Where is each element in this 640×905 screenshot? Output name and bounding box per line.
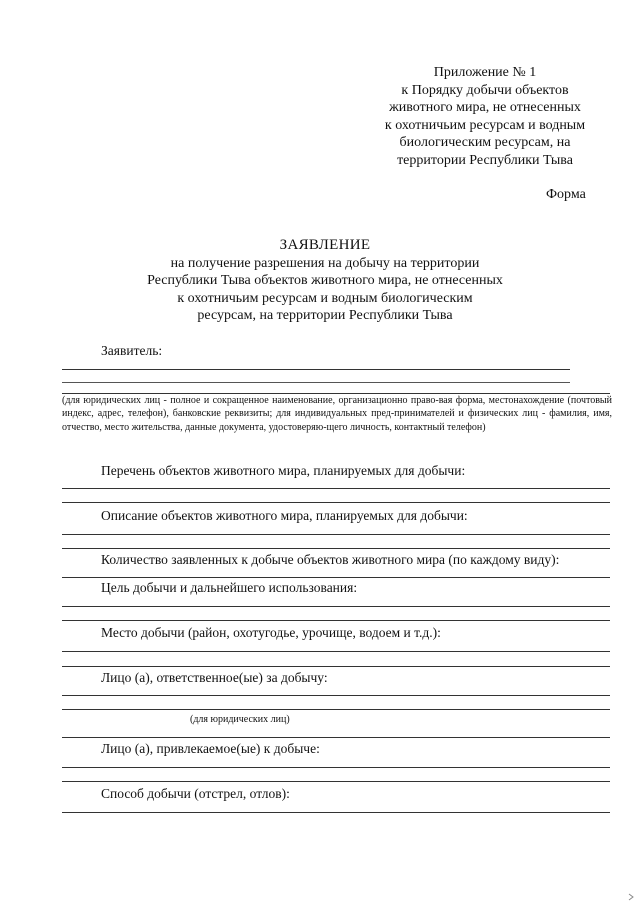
appendix-line: территории Республики Тыва bbox=[397, 152, 573, 168]
purpose-line[interactable] bbox=[62, 620, 610, 621]
document-title bbox=[80, 237, 570, 325]
involved-label: Лицо (а), привлекаемое(ые) к добыче: bbox=[101, 741, 320, 756]
purpose-line[interactable] bbox=[62, 606, 610, 607]
title-line: к охотничьим ресурсам и водным биологическим bbox=[177, 290, 473, 306]
description-line[interactable] bbox=[62, 548, 610, 549]
title-line: ресурсам, на территории Республики Тыва bbox=[197, 308, 453, 323]
method-label: Способ добычи (отстрел, отлов): bbox=[101, 786, 290, 801]
place-line[interactable] bbox=[62, 666, 610, 667]
place-line[interactable] bbox=[62, 651, 610, 652]
applicant-note: (для юридических лиц - полное и сокращенное наименование, организационно право-вая форма, местонахождение (почтовый индекс, адрес, телефон), банковские реквизиты; для индивидуальных пред-принимателей и физических лиц - фамилия, имя, отчество, место жительства, данные документа, удостоверяю-щего личность, контактный телефон) bbox=[62, 395, 612, 433]
list-line[interactable] bbox=[62, 488, 610, 489]
title-line: Республики Тыва объектов животного мира, не отнесенных bbox=[147, 273, 503, 288]
applicant-label: Заявитель: bbox=[101, 343, 163, 358]
appendix-line: к охотничьим ресурсам и водным bbox=[384, 117, 586, 133]
purpose-label: Цель добычи и дальнейшего использования: bbox=[101, 580, 358, 595]
legal-entity-note: (для юридических лиц) bbox=[190, 714, 290, 725]
involved-line[interactable] bbox=[62, 767, 610, 768]
title-heading: ЗАЯВЛЕНИЕ bbox=[279, 237, 371, 253]
appendix-line: к Порядку добычи объектов bbox=[401, 82, 569, 98]
title-line: на получение разрешения на добычу на территории bbox=[170, 255, 480, 271]
responsible-label: Лицо (а), ответственное(ые) за добычу: bbox=[101, 670, 328, 685]
description-label: Описание объектов животного мира, планируемых для добычи: bbox=[101, 508, 468, 523]
description-line[interactable] bbox=[62, 534, 610, 535]
applicant-line[interactable] bbox=[62, 382, 570, 383]
list-line[interactable] bbox=[62, 502, 610, 503]
appendix-line: Приложение № 1 bbox=[433, 65, 537, 80]
scan-mark-icon bbox=[628, 893, 634, 901]
list-label: Перечень объектов животного мира, планируемых для добычи: bbox=[101, 463, 466, 478]
quantity-label: Количество заявленных к добыче объектов животного мира (по каждому виду): bbox=[101, 552, 560, 567]
appendix-line: животного мира, не отнесенных bbox=[389, 100, 581, 116]
responsible-line[interactable] bbox=[62, 695, 610, 696]
appendix-line: биологическим ресурсам, на bbox=[399, 135, 571, 151]
involved-line[interactable] bbox=[62, 781, 610, 782]
applicant-line[interactable] bbox=[62, 369, 570, 370]
responsible-line[interactable] bbox=[62, 737, 610, 738]
method-line[interactable] bbox=[62, 812, 610, 813]
quantity-line[interactable] bbox=[62, 577, 610, 578]
place-label: Место добычи (район, охотугодье, урочище, водоем и т.д.): bbox=[101, 625, 441, 640]
form-label: Форма bbox=[546, 187, 586, 202]
appendix-header bbox=[360, 64, 610, 170]
responsible-line[interactable] bbox=[62, 709, 610, 710]
